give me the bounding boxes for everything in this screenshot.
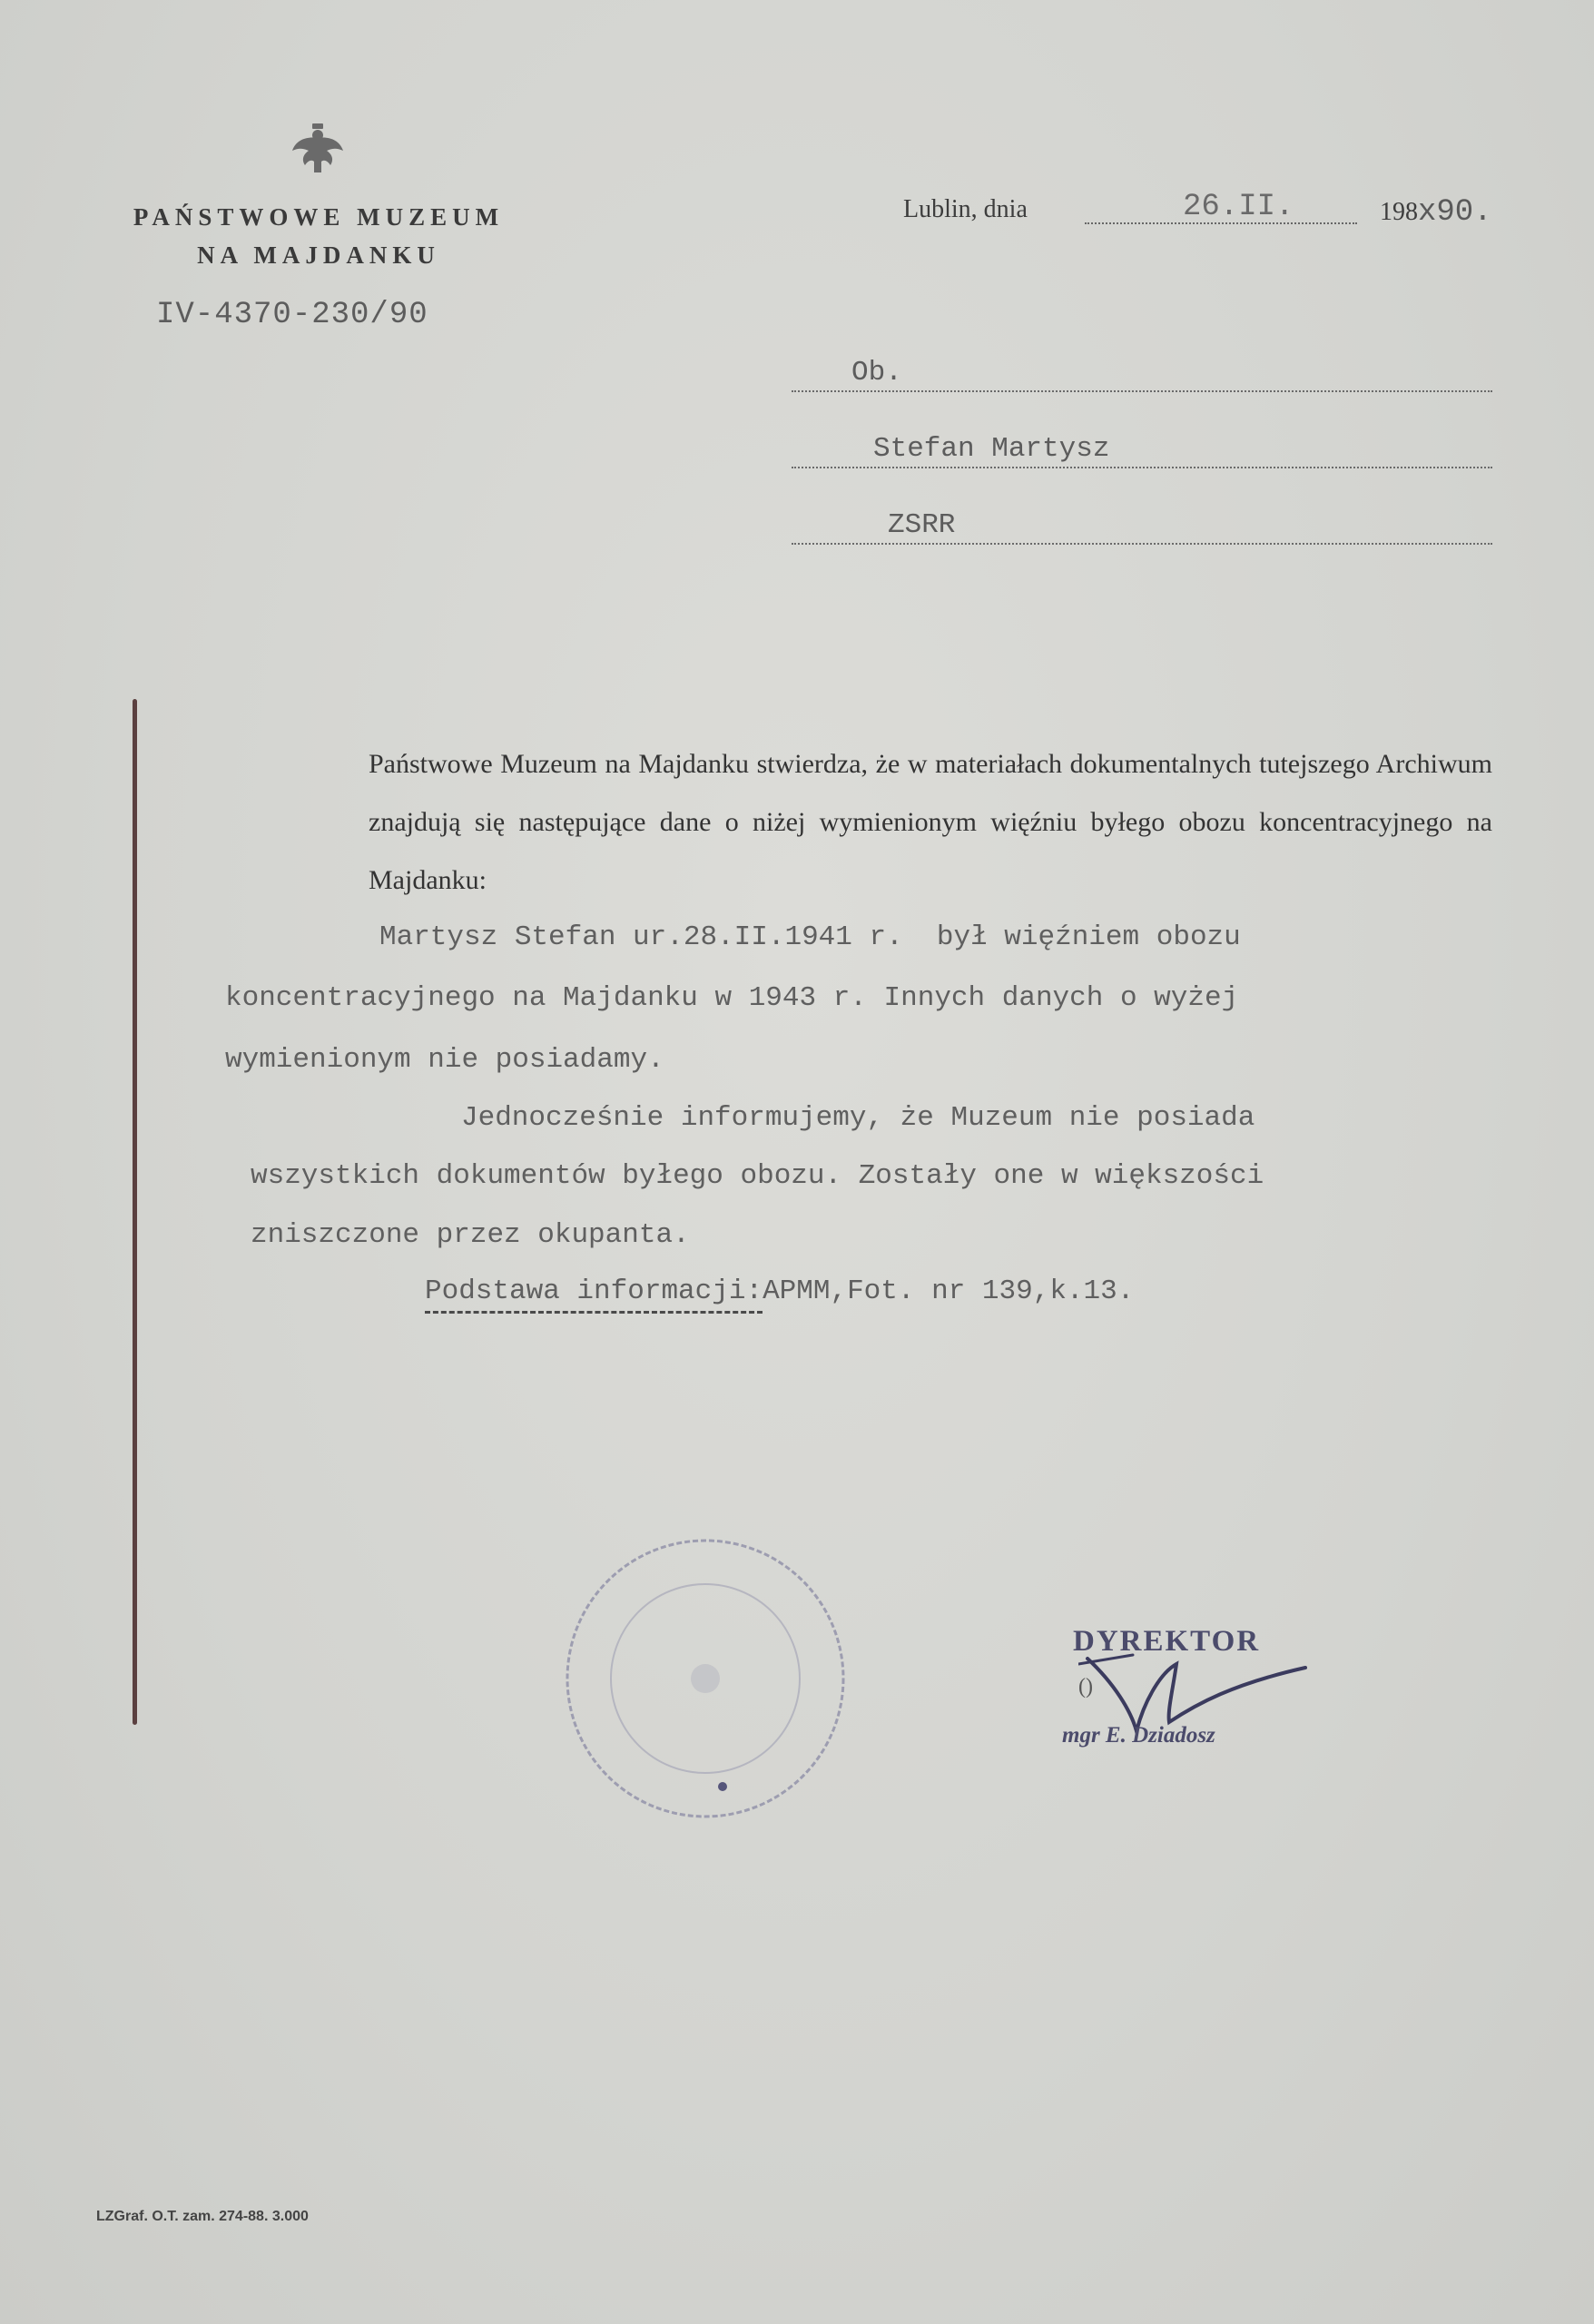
certificate-printed-text	[225, 735, 1492, 910]
typed-line-6: zniszczone przez okupanta.	[251, 1219, 690, 1251]
recipient-salutation: Ob.	[851, 357, 902, 389]
recipient-country: ZSRR	[888, 509, 956, 541]
date-year-printed: 198	[1380, 198, 1418, 226]
typed-line-3: wymienionym nie posiadamy.	[225, 1044, 664, 1076]
typed-line-1: Martysz Stefan ur.28.II.1941 r. był więźniem obozu	[379, 921, 1241, 953]
signature-title: DYREKTOR	[1073, 1625, 1261, 1658]
typed-line-2: koncentracyjnego na Majdanku w 1943 r. Innych danych o wyżej	[225, 982, 1239, 1014]
round-museum-stamp	[561, 1534, 850, 1823]
date-day-month: 26.II.	[1183, 190, 1294, 224]
basis-label: Podstawa informacji:	[425, 1275, 763, 1314]
date-row	[903, 190, 1493, 231]
institution-header	[87, 198, 550, 274]
signature-name: mgr E. Dziadosz	[1062, 1723, 1215, 1748]
typed-line-5: wszystkich dokumentów byłego obozu. Zostały one w większości	[251, 1160, 1264, 1192]
institution-line-1: PAŃSTWOWE MUZEUM	[133, 203, 505, 231]
typed-line-4: Jednocześnie informujemy, że Muzeum nie posiada	[461, 1102, 1255, 1134]
institution-line-2: NA MAJDANKU	[197, 241, 440, 269]
recipient-line-2	[792, 428, 1492, 468]
date-label: Lublin, dnia	[903, 195, 1028, 223]
basis-value: APMM,Fot. nr 139,k.13.	[763, 1275, 1135, 1307]
recipient-line-1	[792, 352, 1492, 392]
recipient-name: Stefan Martysz	[873, 433, 1110, 465]
polish-eagle-emblem-icon	[289, 120, 347, 178]
recipient-line-3	[792, 505, 1492, 545]
date-year	[1380, 195, 1492, 230]
basis-line	[425, 1275, 1134, 1307]
signature-paren: ()	[1078, 1675, 1093, 1699]
certificate-paragraph: Państwowe Muzeum na Majdanku stwierdza, że w materiałach dokumentalnych tutejszego Archiwum znajdują się następujące dane o niżej wymienionym więźniu byłego obozu koncentracyjnego na Majdanku:	[369, 749, 1492, 895]
date-year-typed: x90.	[1418, 195, 1492, 230]
margin-rule	[133, 699, 137, 1725]
printer-imprint: LZGraf. O.T. zam. 274-88. 3.000	[96, 2209, 309, 2224]
reference-number: IV-4370-230/90	[156, 298, 428, 332]
